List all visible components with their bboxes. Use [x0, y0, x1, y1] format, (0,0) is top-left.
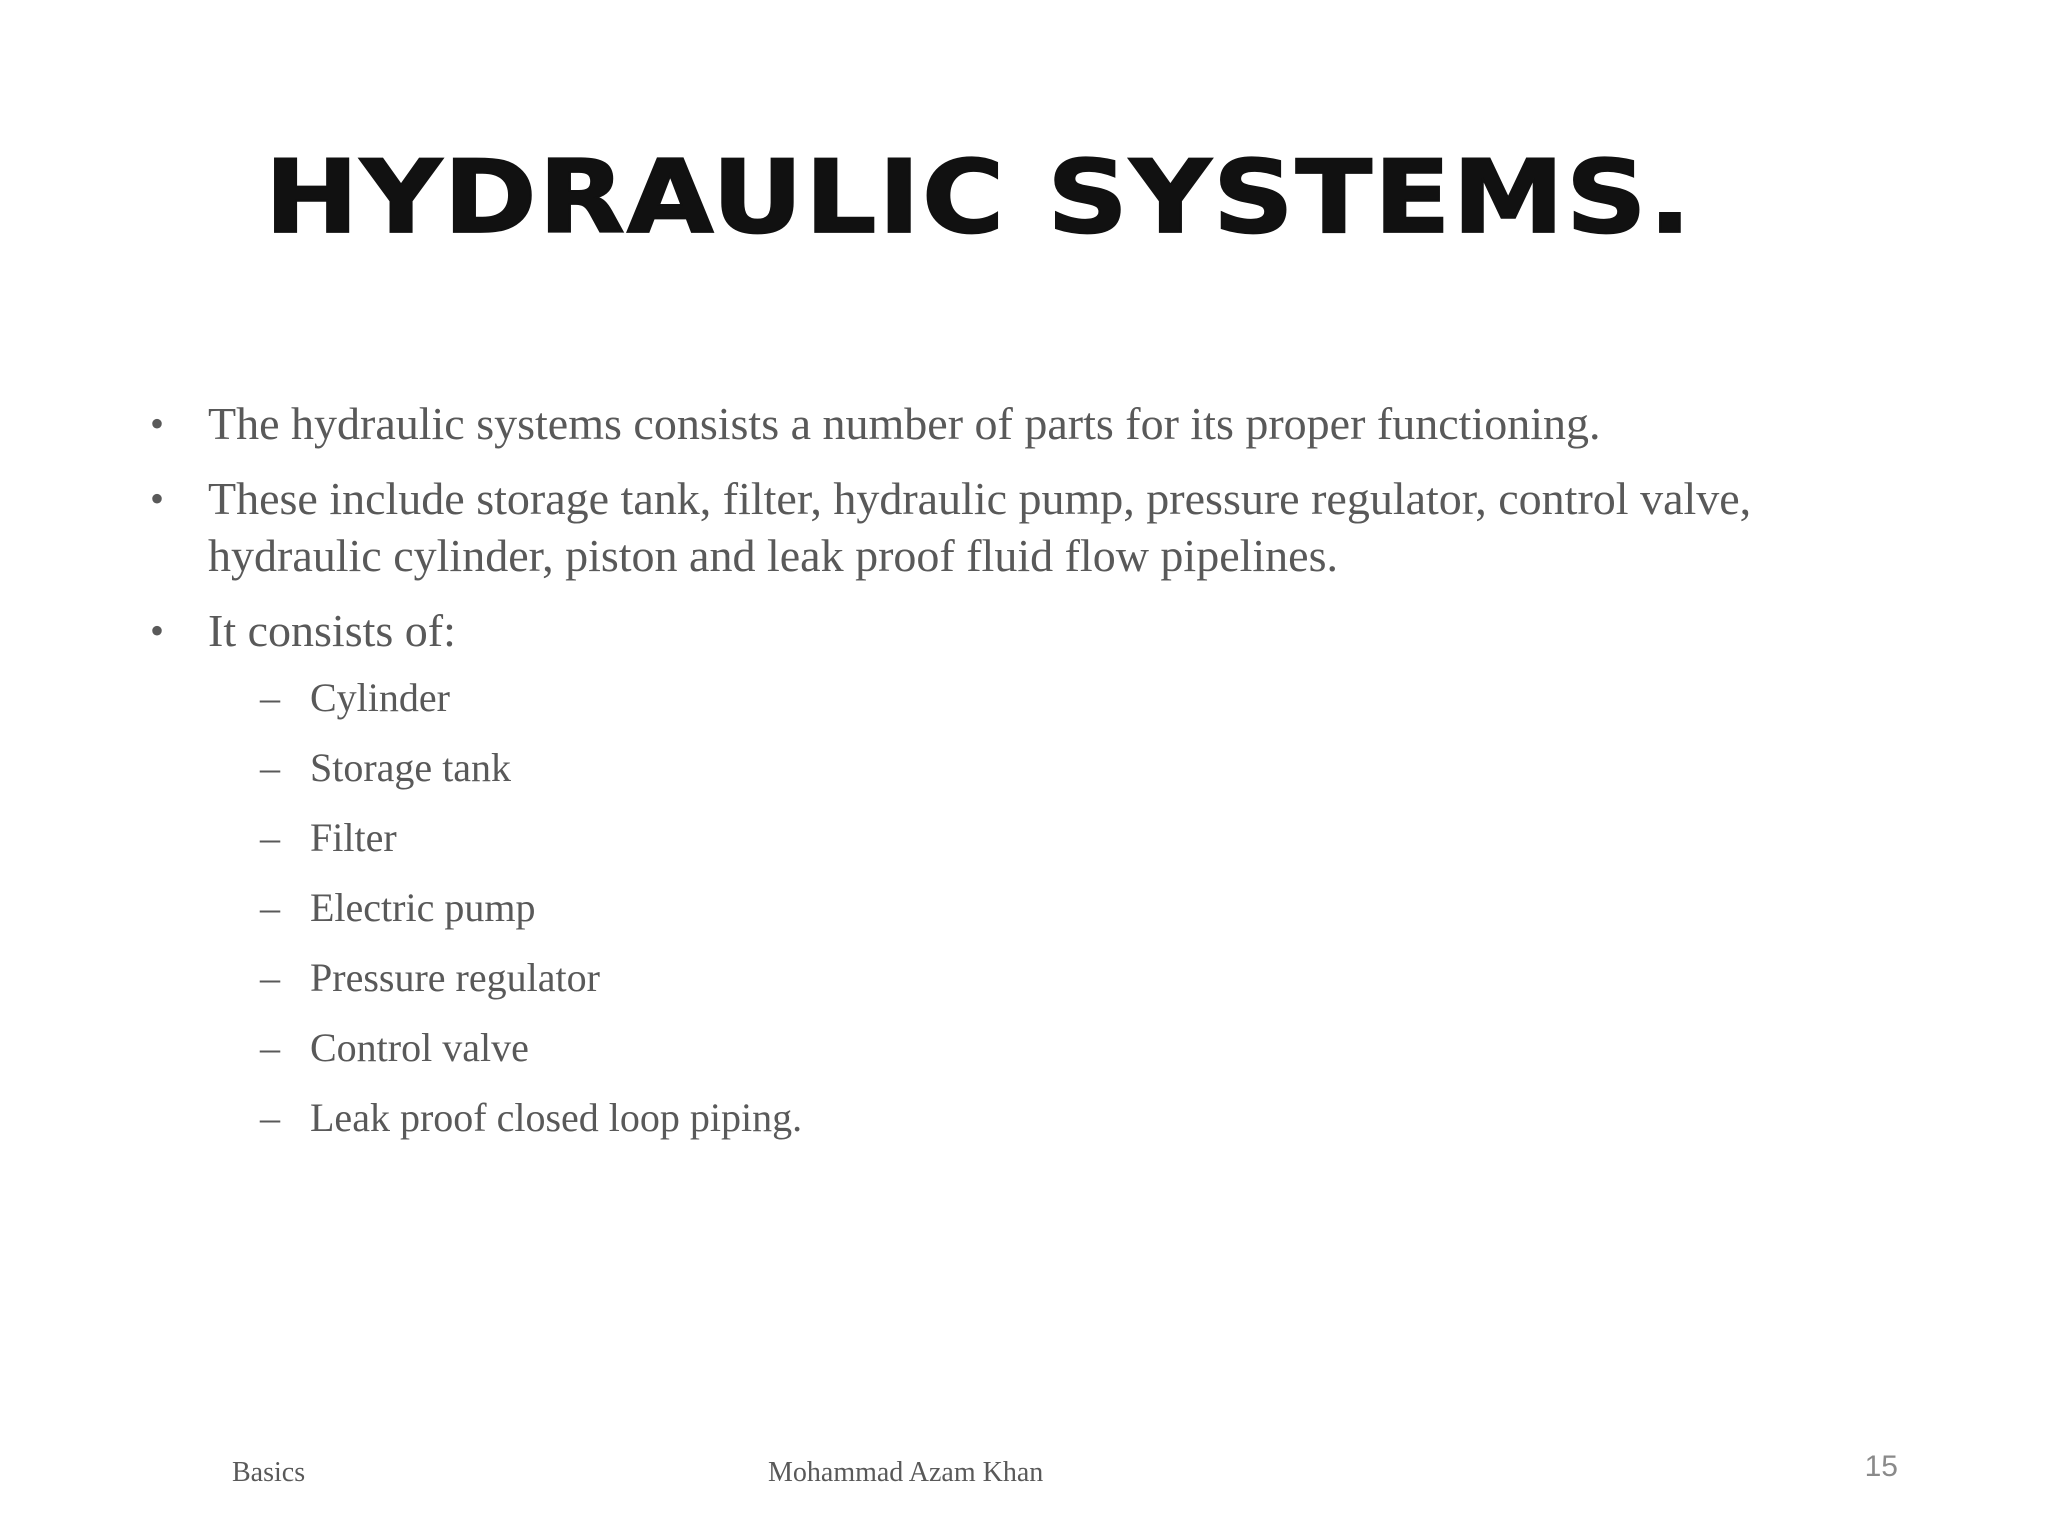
dash-icon: – [260, 675, 280, 720]
sub-item-text: Storage tank [310, 745, 512, 790]
slide-title-text: HYDRAULIC SYSTEMS. [264, 139, 1694, 257]
bullet-item [150, 602, 1910, 1143]
dash-icon: – [260, 1095, 280, 1140]
dash-icon: – [260, 745, 280, 790]
slide-body [150, 395, 1910, 1163]
dash-icon: – [260, 885, 280, 930]
sub-list [208, 673, 1910, 1143]
footer-author: Mohammad Azam Khan [768, 1457, 1044, 1488]
bullet-icon: • [150, 608, 165, 653]
bullet-text: The hydraulic systems consists a number of parts for its proper functioning. [208, 398, 1601, 449]
sub-item [208, 883, 1910, 933]
slide-title [0, 128, 2048, 268]
dash-icon: – [260, 815, 280, 860]
bullet-list [150, 395, 1910, 1143]
bullet-item [150, 470, 1910, 584]
dash-icon: – [260, 1025, 280, 1070]
page-number: 15 [1864, 1450, 1898, 1483]
sub-item [208, 953, 1910, 1003]
sub-item [208, 1023, 1910, 1073]
bullet-text: These include storage tank, filter, hydraulic pump, pressure regulator, control valve, hydraulic cylinder, piston and leak proof fluid flow pipelines. [208, 473, 1752, 581]
sub-item-text: Leak proof closed loop piping. [310, 1095, 803, 1140]
sub-item [208, 673, 1910, 723]
sub-item [208, 1093, 1910, 1143]
bullet-item [150, 395, 1910, 452]
sub-item [208, 813, 1910, 863]
sub-item-text: Electric pump [310, 885, 536, 930]
sub-item [208, 743, 1910, 793]
sub-item-text: Pressure regulator [310, 955, 600, 1000]
footer-section-label: Basics [232, 1457, 306, 1488]
dash-icon: – [260, 955, 280, 1000]
bullet-icon: • [150, 476, 165, 521]
bullet-text: It consists of: [208, 605, 456, 656]
sub-item-text: Control valve [310, 1025, 529, 1070]
sub-item-text: Filter [310, 815, 397, 860]
sub-item-text: Cylinder [310, 675, 450, 720]
bullet-icon: • [150, 401, 165, 446]
